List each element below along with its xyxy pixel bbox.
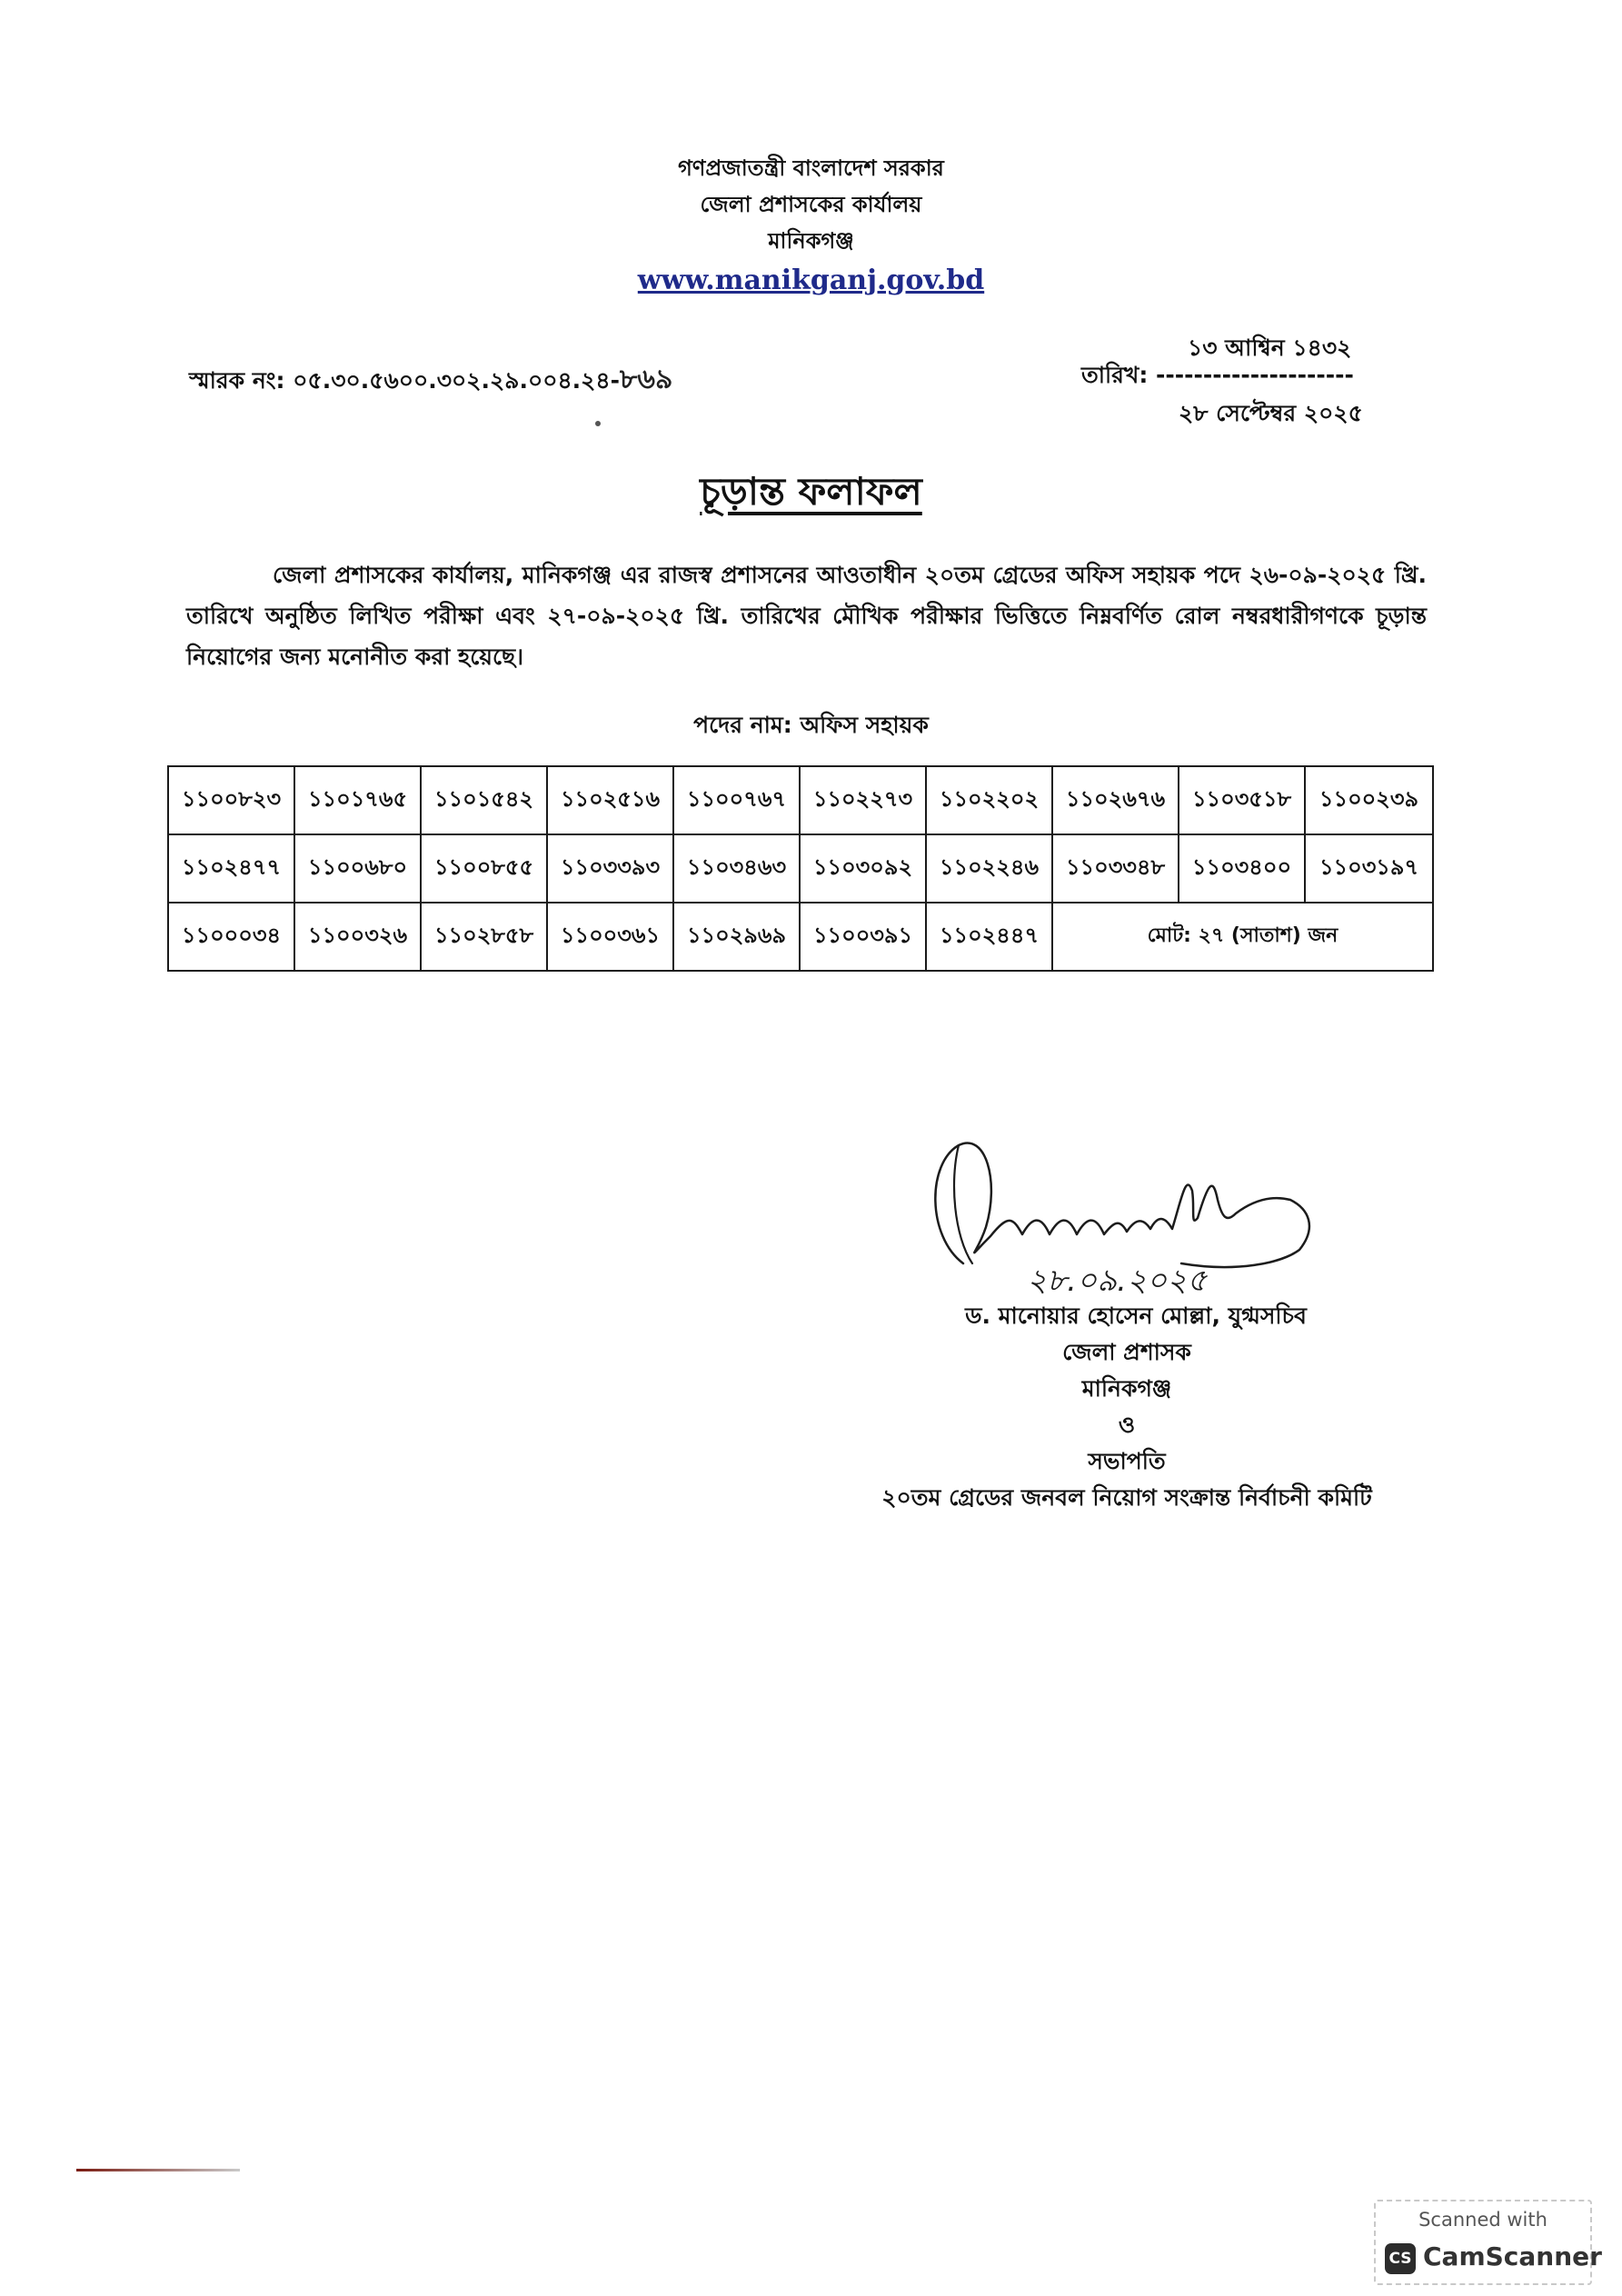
camscanner-watermark	[1374, 2200, 1602, 2285]
roll-cell: ১১০২৯৬৯	[673, 903, 800, 971]
office-name: জেলা প্রশাসকের কার্যালয়	[700, 192, 922, 217]
signatory-district: মানিকগঞ্জ	[1081, 1375, 1172, 1402]
memo-number	[189, 357, 672, 404]
roll-cell: ১১০০০৩৪	[168, 903, 294, 971]
memo-handwritten-number: ৮৬৯	[620, 364, 673, 395]
roll-cell: ১১০২২৪৬	[926, 834, 1052, 903]
roll-cell: ১১০০৩২৬	[294, 903, 421, 971]
date-bangla: ১৩ আশ্বিন ১৪৩২	[1188, 334, 1352, 361]
signatory-role: সভাপতি	[1088, 1448, 1166, 1474]
roll-cell: ১১০০৩৬১	[547, 903, 673, 971]
roll-cell: ১১০০৩৯১	[800, 903, 926, 971]
camscanner-brand: CamScanner	[1423, 2241, 1602, 2271]
roll-cell: ১১০২৪৪৭	[926, 903, 1052, 971]
roll-cell: ১১০২৬৭৬	[1052, 766, 1179, 834]
scanned-with-text: Scanned with	[1418, 2209, 1547, 2231]
government-name: গণপ্রজাতন্ত্রী বাংলাদেশ সরকার	[678, 155, 944, 181]
signatory-block	[845, 1298, 1408, 1516]
notice-paragraph: জেলা প্রশাসকের কার্যালয়, মানিকগঞ্জ এর রাজস্ব প্রশাসনের আওতাধীন ২০তম গ্রেডের অফিস সহায়ক পদে ২৬-০৯-২০২৫ খ্রি. তারিখে অনুষ্ঠিত লিখিত পরীক্ষা এবং ২৭-০৯-২০২৫ খ্রি. তারিখের মৌখিক পরীক্ষার ভিত্তিতে নিম্নবর্ণিত রোল নম্বরধারীগণকে চূড়ান্ত নিয়োগের জন্য মনোনীত করা হয়েছে।	[186, 562, 1427, 670]
signatory-name: ড. মানোয়ার হোসেন মোল্লা, যুগ্মসচিব	[965, 1303, 1307, 1329]
signatory-designation: জেলা প্রশাসক	[1062, 1339, 1191, 1365]
roll-cell: ১১০০৬৮০	[294, 834, 421, 903]
stray-dot	[595, 421, 601, 426]
roll-cell: ১১০৩১৯৭	[1305, 834, 1433, 903]
roll-cell: ১১০২৫১৬	[547, 766, 673, 834]
roll-cell: ১১০১৫৪২	[421, 766, 547, 834]
signature-date: ২৮.০৯.২০২৫	[1027, 1263, 1208, 1299]
roll-cell: ১১০২২৭৩	[800, 766, 926, 834]
roll-cell: ১১০২২০২	[926, 766, 1052, 834]
roll-cell: ১১০১৭৬৫	[294, 766, 421, 834]
district-name: মানিকগঞ্জ	[768, 228, 854, 254]
signature-image	[909, 1127, 1381, 1309]
stray-mark	[76, 2169, 240, 2171]
website-link[interactable]: www.manikganj.gov.bd	[637, 265, 985, 296]
roll-cell: ১১০২৮৫৮	[421, 903, 547, 971]
page-title: চূড়ান্ত ফলাফল	[700, 469, 922, 514]
table-row	[168, 766, 1433, 834]
roll-cell: ১১০৩৪৬৩	[673, 834, 800, 903]
total-count: মোট: ২৭ (সাতাশ) জন	[1052, 903, 1433, 971]
roll-cell: ১১০৩০৯২	[800, 834, 926, 903]
roll-cell: ১১০০৮৫৫	[421, 834, 547, 903]
letterhead	[0, 150, 1622, 301]
roll-cell: ১১০০২৩৯	[1305, 766, 1433, 834]
roll-cell: ১১০৩৫১৮	[1179, 766, 1305, 834]
roll-number-table	[167, 765, 1434, 972]
table-row	[168, 903, 1433, 971]
date-label: তারিখ: ---------------------	[1081, 362, 1354, 388]
roll-cell: ১১০২৪৭৭	[168, 834, 294, 903]
signatory-conjunction: ও	[1118, 1412, 1136, 1438]
roll-cell: ১১০০৮২৩	[168, 766, 294, 834]
camscanner-logo-icon: CS	[1385, 2243, 1416, 2274]
roll-cell: ১১০৩৪০০	[1179, 834, 1305, 903]
post-name: পদের নাম: অফিস সহায়ক	[693, 712, 929, 738]
table-row	[168, 834, 1433, 903]
roll-cell: ১১০০৭৬৭	[673, 766, 800, 834]
memo-label: স্মারক নং: ০৫.৩০.৫৬০০.৩০২.২৯.০০৪.২৪-	[189, 367, 621, 394]
roll-cell: ১১০৩৩৯৩	[547, 834, 673, 903]
roll-cell: ১১০৩৩৪৮	[1052, 834, 1179, 903]
date-english: ২৮ সেপ্টেম্বর ২০২৫	[1179, 400, 1363, 426]
signatory-committee: ২০তম গ্রেডের জনবল নিয়োগ সংক্রান্ত নির্বাচনী কমিটি	[881, 1484, 1372, 1511]
